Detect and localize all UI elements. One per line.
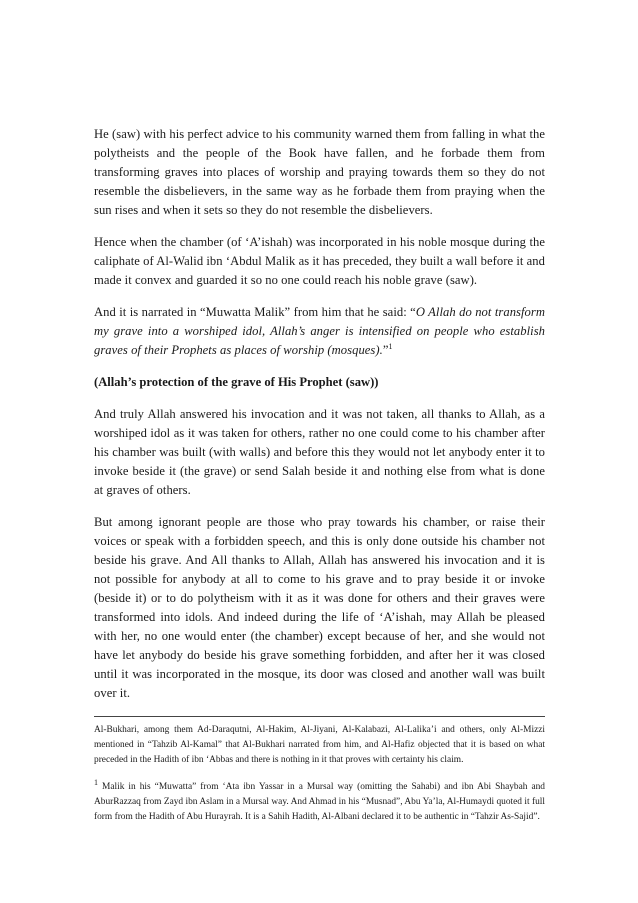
paragraph-invocation: And truly Allah answered his invocation and it was not taken, all thanks to Allah, as a worshiped idol as it was taken for others, rather no one could come to his chamber after his chamber was built (with walls) and before this they would not let anybody enter it to invoke beside it (the grave) or send Salah beside it and nothing else from what is done at graves of others. [94,407,545,497]
hadith-quote: O Allah do not transform my grave into a worshiped idol, Allah’s anger is intensified on people who establish graves of their Prophets as places of worship (mosques). [94,305,545,357]
section-heading: (Allah’s protection of the grave of His Prophet (saw)) [94,375,379,389]
footnote-continued: Al-Bukhari, among them Ad-Daraqutni, Al-Hakim, Al-Jiyani, Al-Kalabazi, Al-Lalika’i and others, only Al-Mizzi mentioned in “Tahzib Al-Kamal” that Al-Bukhari narrated from him, and Al-Hafiz objected that it is based on what preceded in the Hadith of ibn ‘Abbas and there is nothing in it that proves with certainty his claim. [94,725,545,765]
footnote-1-number: 1 [94,778,98,788]
document-page [94,125,545,834]
paragraph-ignorant-people: But among ignorant people are those who pray towards his chamber, or raise their voices or speak with a forbidden speech, and this is only done outside his chamber not beside his grave. And All thanks to Allah, Allah has answered his invocation and it is not possible for anybody at all to come to his grave and to pray beside it or invoke (beside it) or to do polytheism with it as it was done for others and their graves were transformed into idols. And indeed during the life of ‘A’ishah, may Allah be pleased with her, no one would enter (the chamber) except because of her, and she would not have let anybody do beside his grave something forbidden, and after her it was closed until it was incorporated in the mosque, its door was closed and another wall was built over it. [94,515,545,700]
footnote-ref-1[interactable]: 1 [388,341,393,351]
paragraph-advice: He (saw) with his perfect advice to his community warned them from falling in what the polytheists and the people of the Book have fallen, and he forbade them from transforming graves into places of worship and praying towards them so they do not resemble the disbelievers, in the same way as he forbade them from praying when the sun rises and when it sets so they do not resemble the disbelievers. [94,127,545,217]
paragraph-muwatta [94,303,545,360]
footnote-1 [94,776,545,825]
footnote-1-text: Malik in his “Muwatta” from ‘Ata ibn Yassar in a Mursal way (omitting the Sahabi) and ibn Abi Shaybah and AburRazzaq from Zayd ibn Aslam in a Mursal way. And Ahmad in his “Musnad”, Abu Ya’la, Al-Humaydi quoted it full form from the Hadith of Abu Hurayrah. It is a Sahih Hadith, Al-Albani declared it to be authentic in “Tahzir As-Sajid”. [94,782,545,823]
paragraph-chamber: Hence when the chamber (of ‘A’ishah) was incorporated in his noble mosque during the caliphate of Al-Walid ibn ‘Abdul Malik as it has preceded, they built a wall before it and made it convex and guarded it so no one could reach his noble grave (saw). [94,235,545,287]
paragraph-muwatta-close: ” [382,343,389,357]
paragraph-muwatta-lead: And it is narrated in “Muwatta Malik” from him that he said: “ [94,305,416,319]
footnote-divider [94,716,545,717]
